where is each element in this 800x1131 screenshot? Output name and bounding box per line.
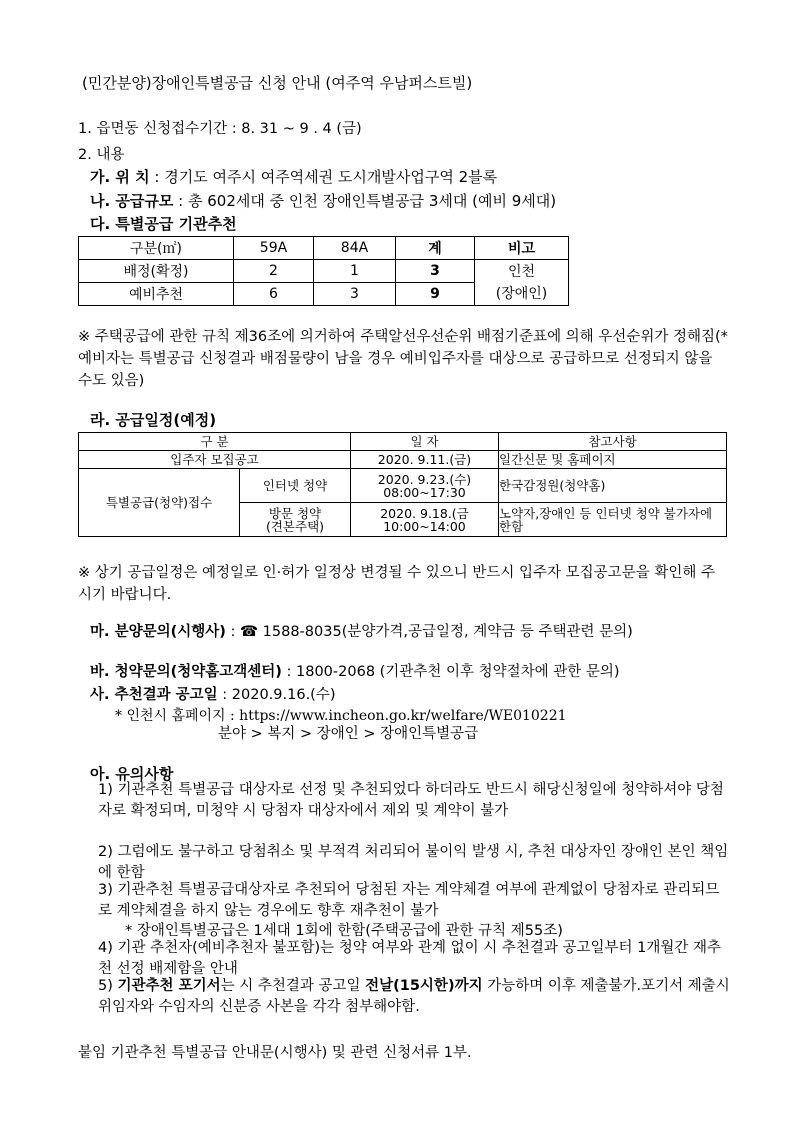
table-cell: 3 (396, 260, 475, 283)
notice-5 (98, 976, 730, 1018)
notice-5-num: 5) (98, 978, 118, 994)
section-da-label: 다. 특별공급 기관추천 (90, 215, 237, 233)
table-cell: 2 (234, 260, 314, 283)
table-label-line: (견본주택) (265, 518, 325, 534)
notice-5-rest: 가능하며 이후 제출불가.포기서 제출시 위임자와 수임자의 신분증 사본을 각각 첨부해야함. (98, 978, 730, 1015)
homepage-link[interactable]: * 인천시 홈페이지 : https://www.incheon.go.kr/welfare/WE010221 (115, 708, 567, 724)
table-cell: 인터넷 청약 (240, 469, 351, 503)
table-cell: 일간신문 및 홈페이지 (499, 451, 727, 469)
section-ga-location (90, 166, 497, 187)
table-cell: 배정(확정) (79, 260, 234, 283)
section-sa-text: : 2020.9.16.(수) (222, 687, 336, 703)
table-time-line: 10:00~14:00 (383, 518, 466, 534)
table-header-cell: 일 자 (351, 433, 499, 451)
item-1-period: 1. 읍면동 신청접수기간 : 8. 31 ~ 9 . 4 (금) (78, 121, 362, 137)
table-cell (351, 469, 499, 503)
attachment-line: 붙임 기관추천 특별공급 안내문(시행사) 및 관련 신청서류 1부. (78, 1045, 472, 1061)
homepage-path: 분야 > 복지 > 장애인 > 장애인특별공급 (218, 726, 479, 742)
notice-5-bold: 기관추천 포기서 (117, 978, 221, 994)
table-cell (351, 503, 499, 537)
table-cell: 6 (234, 283, 314, 306)
table-note-line: (장애인) (495, 285, 548, 302)
section-ga-text: : 경기도 여주시 여주역세권 도시개발사업구역 2블록 (154, 168, 498, 186)
note-priority: ※ 주택공급에 관한 규칙 제36조에 의거하여 주택알선우선순위 배점기준표에 의해 우선순위가 정해짐(*예비자는 특별공급 신청결과 배점물량이 남을 경우 예비입주자를 대상으로 공급하므로 선정되지 않을 수도 있음) (78, 329, 728, 389)
section-sa-label: 사. 추천결과 공고일 (90, 687, 218, 703)
table-row (79, 260, 569, 283)
table-label-line: 방문 청약 (268, 505, 322, 521)
section-na-label: 나. 공급규모 (90, 192, 174, 210)
section-ma-text: (분양가격,공급일정, 계약금 등 주택관련 문의) (341, 624, 633, 640)
table-header-row (79, 237, 569, 260)
section-ba-inquiry (90, 660, 620, 681)
table-date-line: 2020. 9.18.(금 (380, 505, 469, 521)
table-cell: 2020. 9.11.(금) (351, 451, 499, 469)
table-cell: 9 (396, 283, 475, 306)
notice-1: 1) 기관추천 특별공급 대상자로 선정 및 추천되었다 하더라도 반드시 해당신청일에 청약하셔야 당첨자로 확정되며, 미청약 시 당첨자 대상자에서 제외 및 계약이 불가 (98, 782, 724, 819)
table-cell: 예비추천 (79, 283, 234, 306)
section-a-label: 아. 유의사항 (90, 765, 174, 783)
table-time-line: 08:00~17:30 (383, 484, 466, 500)
section-na-scale (90, 190, 556, 211)
table-row (79, 451, 727, 469)
table-header-cell: 구분(㎡) (79, 237, 234, 260)
section-ma-inquiry (90, 622, 730, 643)
table-cell: 노약자,장애인 등 인터넷 청약 불가자에 한함 (499, 503, 727, 537)
table-cell (240, 503, 351, 537)
table-header-cell: 참고사항 (499, 433, 727, 451)
section-ba-text: : 1800-2068 (기관추천 이후 청약절차에 관한 문의) (286, 664, 620, 680)
item-2-content: 2. 내용 (78, 147, 125, 163)
table-date-line: 2020. 9.23.(수) (377, 471, 472, 487)
table-note-cell (475, 260, 569, 306)
table-header-row (79, 433, 727, 451)
table-header-cell: 계 (396, 237, 475, 260)
table-cell: 한국감정원(청약홈) (499, 469, 727, 503)
section-ga-label: 가. 위 치 (90, 168, 150, 186)
section-sa-announce (90, 683, 336, 704)
section-ma-label: 마. 분양문의(시행사) (90, 624, 226, 640)
section-na-text: : 총 602세대 중 인천 장애인특별공급 3세대 (예비 9세대) (178, 192, 557, 210)
notice-5-text: 는 시 추천결과 공고일 (220, 978, 366, 994)
table-header-cell: 84A (314, 237, 396, 260)
notice-3: 3) 기관추천 특별공급대상자로 추천되어 당첨된 자는 계약체결 여부에 관계없이 당첨자로 관리되므로 계약체결을 하지 않는 경우에도 향후 재추천이 불가 (98, 882, 720, 919)
table-cell: 입주자 모집공고 (79, 451, 351, 469)
notice-2: 2) 그럼에도 불구하고 당첨취소 및 부적격 처리되어 불이익 발생 시, 추천 대상자인 장애인 본인 책임에 한함 (98, 844, 729, 881)
section-ra-label: 라. 공급일정(예정) (90, 411, 217, 429)
allocation-table (78, 236, 569, 306)
table-cell: 3 (314, 283, 396, 306)
table-header-cell: 비고 (475, 237, 569, 260)
note-schedule-change: ※ 상기 공급일정은 예정일로 인·허가 일정상 변경될 수 있으니 반드시 입주자 모집공고문을 확인해 주시기 바랍니다. (78, 565, 715, 603)
table-note-line: 인천 (507, 263, 536, 280)
table-group-cell: 특별공급(청약)접수 (79, 469, 240, 537)
table-cell: 1 (314, 260, 396, 283)
schedule-table (78, 432, 727, 537)
section-ba-label: 바. 청약문의(청약홈고객센터) (90, 664, 282, 680)
document-title: (민간분양)장애인특별공급 신청 안내 (여주역 우남퍼스트빌) (82, 74, 473, 92)
section-ma-phone: : ☎ 1588-8035 (230, 624, 342, 640)
table-header-cell: 구 분 (79, 433, 351, 451)
notice-3-sub: * 장애인특별공급은 1세대 1회에 한함(주택공급에 관한 규칙 제55조) (125, 923, 563, 939)
notice-4: 4) 기관 추천자(예비추천자 불포함)는 청약 여부와 관계 없이 시 추천결과 공고일부터 1개월간 재추천 선정 배제함을 안내 (98, 940, 721, 977)
table-row (79, 469, 727, 503)
notice-5-deadline: 전날(15시한)까지 (365, 978, 483, 994)
table-header-cell: 59A (234, 237, 314, 260)
